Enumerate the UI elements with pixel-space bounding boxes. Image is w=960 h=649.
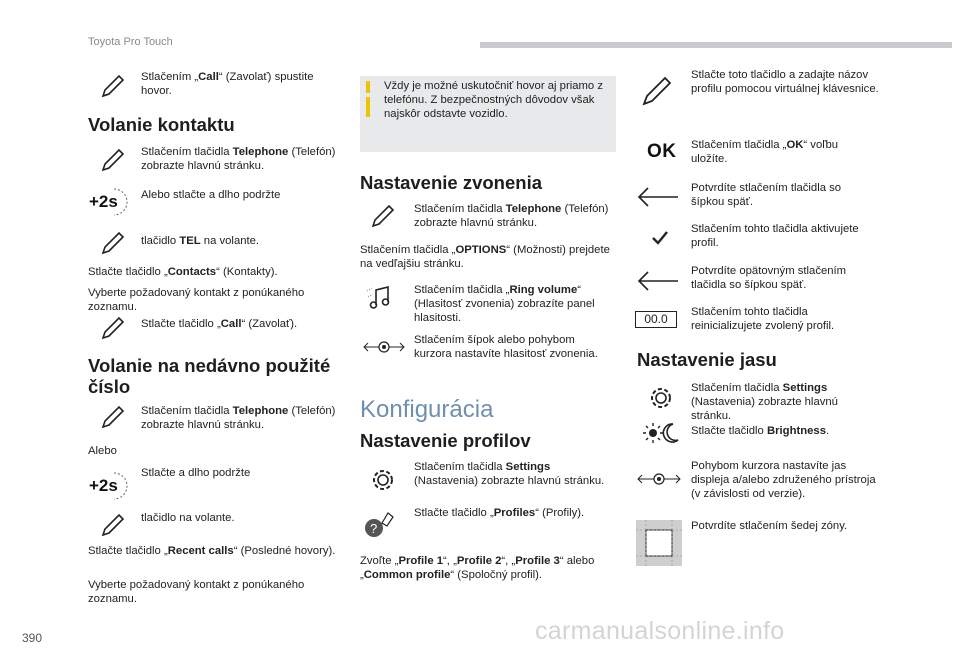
para-brightness: Stlačte tlačidlo Brightness. xyxy=(691,425,830,437)
gear-icon xyxy=(368,465,398,495)
pencil-icon xyxy=(100,512,126,538)
heading-ring: Nastavenie zvonenia xyxy=(360,172,542,193)
para-arrows: Stlačením šípok alebo pohybom kurzora nastavíte hlasitosť zvonenia. xyxy=(414,334,598,360)
grey-zone-icon xyxy=(636,520,682,566)
music-note-icon xyxy=(366,283,396,313)
heading-brightness: Nastavenie jasu xyxy=(637,349,777,370)
watermark: carmanualsonline.info xyxy=(535,617,785,645)
svg-text:?: ? xyxy=(370,521,378,536)
heading-contact: Volanie kontaktu xyxy=(88,114,235,135)
ok-icon: OK xyxy=(647,141,677,162)
checkmark-icon xyxy=(651,230,669,246)
info-icon-stem xyxy=(366,97,370,117)
pencil-icon xyxy=(640,74,674,108)
gear-icon xyxy=(646,383,676,413)
info-icon xyxy=(366,81,370,93)
hold-2s-icon: +2s xyxy=(86,186,130,218)
para-ok: Stlačením tlačidla „OK“ voľbu uložíte. xyxy=(691,139,839,165)
para-settings: Stlačením tlačidla Settings (Nastavenia) zobrazte hlavnú stránku. xyxy=(414,461,605,487)
back-arrow-icon xyxy=(636,269,680,293)
para-contacts: Stlačte tlačidlo „Contacts“ (Kontakty). xyxy=(88,266,278,278)
para-reset: Stlačením tohto tlačidla reinicializujete zvolený profil. xyxy=(691,306,835,332)
para-tel-button: tlačidlo TEL na volante. xyxy=(141,235,260,247)
para-options: Stlačením tlačidla „OPTIONS“ (Možnosti) prejdete na vedľajšiu stránku. xyxy=(360,244,610,270)
running-header: Toyota Pro Touch xyxy=(88,36,173,48)
cursor-slider-icon xyxy=(636,468,682,490)
reset-value-icon: 00.0 xyxy=(635,311,677,328)
para-select-2: Vyberte požadovaný kontakt z ponúkaného zoznamu. xyxy=(88,579,305,605)
para-telephone-1: Stlačením tlačidla Telephone (Telefón) zobrazte hlavnú stránku. xyxy=(141,146,336,172)
para-or: Alebo xyxy=(88,445,117,457)
para-call-2: Stlačte tlačidlo „Call“ (Zavolať). xyxy=(141,318,298,330)
pencil-icon xyxy=(100,230,126,256)
para-activate: Stlačením tohto tlačidla aktivujete profil. xyxy=(691,223,859,249)
page-number: 390 xyxy=(22,631,43,645)
brightness-icon xyxy=(640,420,682,446)
para-call-top: Stlačením „Call“ (Zavolať) spustite hovor. xyxy=(141,71,314,97)
pencil-icon xyxy=(370,203,396,229)
para-hold-2: Stlačte a dlho podržte xyxy=(141,467,251,479)
para-wheel: tlačidlo na volante. xyxy=(141,512,235,524)
para-back-2: Potvrdíte opätovným stlačením tlačidla so šípkou späť. xyxy=(691,265,847,291)
para-back-1: Potvrdíte stlačením tlačidla so šípkou späť. xyxy=(691,182,842,208)
para-ring-volume: Stlačením tlačidla „Ring volume“ (Hlasitosť zvonenia) zobrazíte panel hlasitosti. xyxy=(414,284,595,324)
para-ring-telephone: Stlačením tlačidla Telephone (Telefón) zobrazte hlavnú stránku. xyxy=(414,203,609,229)
cursor-slider-icon xyxy=(362,336,406,358)
para-select-1: Vyberte požadovaný kontakt z ponúkaného zoznamu. xyxy=(88,287,305,313)
heading-config: Konfigurácia xyxy=(360,396,494,423)
profile-help-icon xyxy=(362,508,396,542)
pencil-icon xyxy=(100,315,126,341)
para-hold-1: Alebo stlačte a dlho podržte xyxy=(141,189,281,201)
heading-recent: Volanie na nedávno použité číslo xyxy=(88,355,331,397)
para-name-profile: Stlačte toto tlačidlo a zadajte názov profilu pomocou virtuálnej klávesnice. xyxy=(691,69,879,95)
para-choose-profile: Zvoľte „Profile 1“, „Profile 2“, „Profile 3“ alebo „Common profile“ (Spoločný profil). xyxy=(360,555,595,581)
back-arrow-icon xyxy=(636,185,680,209)
info-text: Vždy je možné uskutočniť hovor aj priamo z telefónu. Z bezpečnostných dôvodov však najskôr odstavte vozidlo. xyxy=(384,80,603,120)
pencil-icon xyxy=(100,404,126,430)
para-cursor: Pohybom kurzora nastavíte jas displeja a/alebo združeného prístroja (v závislosti od verzie). xyxy=(691,460,876,500)
heading-profiles: Nastavenie profilov xyxy=(360,430,531,451)
header-bar xyxy=(480,42,952,48)
pencil-icon xyxy=(100,73,126,99)
pencil-icon xyxy=(100,147,126,173)
para-profiles: Stlačte tlačidlo „Profiles“ (Profily). xyxy=(414,507,585,519)
para-settings-brightness: Stlačením tlačidla Settings (Nastavenia) zobrazte hlavnú stránku. xyxy=(691,382,838,422)
para-telephone-2: Stlačením tlačidla Telephone (Telefón) zobrazte hlavnú stránku. xyxy=(141,405,336,431)
para-grey-zone: Potvrdíte stlačením šedej zóny. xyxy=(691,520,848,532)
para-recent-calls: Stlačte tlačidlo „Recent calls“ (Posledné hovory). xyxy=(88,545,336,557)
hold-2s-icon: +2s xyxy=(86,470,130,502)
